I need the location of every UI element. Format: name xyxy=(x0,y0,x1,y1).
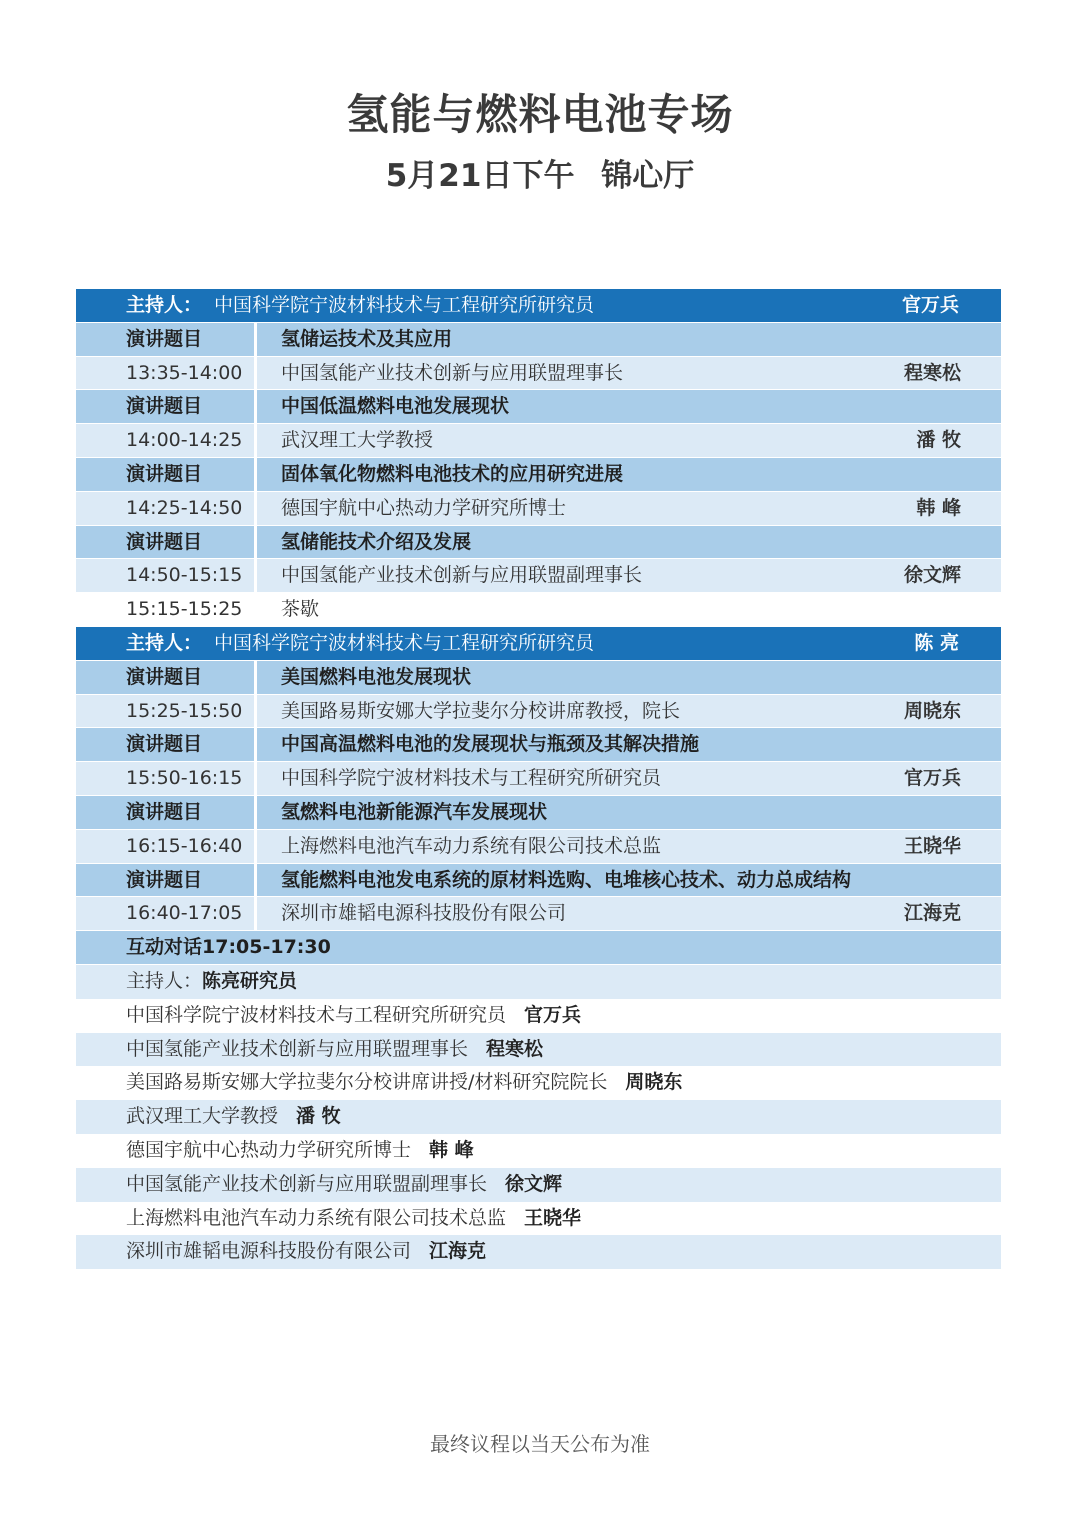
talk-row xyxy=(76,695,1001,729)
talk-time: 14:50-15:15 xyxy=(126,564,243,587)
speaker-affiliation: 中国科学院宁波材料技术与工程研究所研究员 xyxy=(281,767,662,790)
footer-note: 最终议程以当天公布为准 xyxy=(430,1432,650,1456)
talk-time: 14:25-14:50 xyxy=(126,496,243,519)
topic-label: 演讲题目 xyxy=(126,733,203,756)
speaker-name: 程寒松 xyxy=(903,361,961,384)
topic-title: 氢储能技术介绍及发展 xyxy=(281,530,472,553)
session2-host-row xyxy=(76,627,1001,661)
talk-row xyxy=(76,492,1001,526)
topic-row xyxy=(76,728,1001,762)
session1-host-row xyxy=(76,289,1001,323)
panel-member-row xyxy=(76,1134,1001,1168)
talk-time: 14:00-14:25 xyxy=(126,429,243,452)
panel-member-row xyxy=(76,1100,1001,1134)
host-label: 主持人： xyxy=(126,631,203,654)
member-name: 周晓东 xyxy=(625,1071,683,1094)
topic-row xyxy=(76,323,1001,357)
topic-label: 演讲题目 xyxy=(126,800,203,823)
topic-label: 演讲题目 xyxy=(126,395,203,418)
break-label: 茶歇 xyxy=(281,598,320,621)
break-row xyxy=(76,593,1001,627)
member-name: 程寒松 xyxy=(486,1037,544,1060)
session-date: 5月21日下午 xyxy=(385,158,575,194)
topic-title: 氢燃料电池新能源汽车发展现状 xyxy=(281,800,548,823)
member-affiliation: 中国科学院宁波材料技术与工程研究所研究员 xyxy=(126,1003,507,1026)
talk-row xyxy=(76,830,1001,864)
topic-title: 氢能燃料电池发电系统的原材料选购、电堆核心技术、动力总成结构 xyxy=(281,868,852,891)
topic-title: 固体氧化物燃料电池技术的应用研究进展 xyxy=(281,462,624,485)
topic-row xyxy=(76,390,1001,424)
topic-row xyxy=(76,526,1001,560)
speaker-affiliation: 武汉理工大学教授 xyxy=(281,429,434,452)
host-name: 官万兵 xyxy=(901,294,959,316)
member-name: 韩 峰 xyxy=(429,1138,474,1161)
panel-member-row xyxy=(76,1033,1001,1067)
break-time: 15:15-15:25 xyxy=(126,598,243,621)
panel-title-row xyxy=(76,931,1001,965)
member-name: 官万兵 xyxy=(524,1003,582,1026)
topic-row xyxy=(76,458,1001,492)
talk-row xyxy=(76,357,1001,391)
speaker-affiliation: 深圳市雄韬电源科技股份有限公司 xyxy=(281,902,567,925)
topic-label: 演讲题目 xyxy=(126,868,203,891)
talk-row xyxy=(76,559,1001,593)
member-affiliation: 武汉理工大学教授 xyxy=(126,1105,279,1128)
member-affiliation: 德国宇航中心热动力学研究所博士 xyxy=(126,1138,412,1161)
speaker-name: 潘 牧 xyxy=(916,429,961,452)
panel-moderator-row xyxy=(76,965,1001,999)
speaker-name: 官万兵 xyxy=(903,767,961,790)
talk-time: 16:15-16:40 xyxy=(126,834,243,857)
topic-title: 中国高温燃料电池的发展现状与瓶颈及其解决措施 xyxy=(281,733,700,756)
member-name: 徐文辉 xyxy=(505,1172,563,1195)
member-name: 潘 牧 xyxy=(296,1105,341,1128)
page-subtitle xyxy=(0,150,1080,195)
moderator-label: 主持人： xyxy=(126,969,203,992)
speaker-name: 江海克 xyxy=(903,902,961,925)
member-name: 江海克 xyxy=(429,1240,487,1263)
talk-time: 15:50-16:15 xyxy=(126,767,243,790)
host-affiliation: 中国科学院宁波材料技术与工程研究所研究员 xyxy=(214,294,595,316)
speaker-name: 徐文辉 xyxy=(903,564,961,587)
topic-label: 演讲题目 xyxy=(126,327,203,350)
panel-member-row xyxy=(76,1235,1001,1269)
page-title: 氢能与燃料电池专场 xyxy=(346,90,734,139)
talk-row xyxy=(76,897,1001,931)
session-venue: 锦心厅 xyxy=(601,158,695,194)
panel-member-row xyxy=(76,1202,1001,1236)
topic-title: 氢储运技术及其应用 xyxy=(281,327,453,350)
panel-member-row xyxy=(76,1168,1001,1202)
member-affiliation: 中国氢能产业技术创新与应用联盟理事长 xyxy=(126,1037,469,1060)
panel-member-row xyxy=(76,1066,1001,1100)
member-affiliation: 中国氢能产业技术创新与应用联盟副理事长 xyxy=(126,1172,488,1195)
talk-time: 16:40-17:05 xyxy=(126,902,243,925)
speaker-affiliation: 中国氢能产业技术创新与应用联盟副理事长 xyxy=(281,564,643,587)
topic-row xyxy=(76,796,1001,830)
speaker-affiliation: 德国宇航中心热动力学研究所博士 xyxy=(281,496,567,519)
topic-row xyxy=(76,864,1001,898)
speaker-affiliation: 中国氢能产业技术创新与应用联盟理事长 xyxy=(281,361,624,384)
speaker-affiliation: 美国路易斯安娜大学拉斐尔分校讲席教授，院长 xyxy=(281,699,681,722)
member-name: 王晓华 xyxy=(524,1206,582,1229)
talk-row xyxy=(76,762,1001,796)
speaker-affiliation: 上海燃料电池汽车动力系统有限公司技术总监 xyxy=(281,834,662,857)
member-affiliation: 美国路易斯安娜大学拉斐尔分校讲席讲授/材料研究院院长 xyxy=(126,1071,608,1094)
topic-row xyxy=(76,661,1001,695)
talk-row xyxy=(76,424,1001,458)
host-affiliation: 中国科学院宁波材料技术与工程研究所研究员 xyxy=(214,631,595,654)
host-name: 陈 亮 xyxy=(914,631,959,654)
topic-title: 中国低温燃料电池发展现状 xyxy=(281,395,510,418)
member-affiliation: 深圳市雄韬电源科技股份有限公司 xyxy=(126,1240,412,1263)
speaker-name: 韩 峰 xyxy=(916,496,961,519)
speaker-name: 周晓东 xyxy=(903,699,961,722)
talk-time: 15:25-15:50 xyxy=(126,699,243,722)
agenda-table xyxy=(76,289,1001,1269)
moderator-name: 陈亮研究员 xyxy=(202,969,298,992)
host-label: 主持人： xyxy=(126,294,203,316)
topic-label: 演讲题目 xyxy=(126,665,203,688)
topic-title: 美国燃料电池发展现状 xyxy=(281,665,472,688)
topic-label: 演讲题目 xyxy=(126,462,203,485)
speaker-name: 王晓华 xyxy=(903,834,961,857)
panel-member-row xyxy=(76,999,1001,1033)
panel-title: 互动对话17:05-17:30 xyxy=(126,936,331,959)
talk-time: 13:35-14:00 xyxy=(126,361,243,384)
member-affiliation: 上海燃料电池汽车动力系统有限公司技术总监 xyxy=(126,1206,507,1229)
topic-label: 演讲题目 xyxy=(126,530,203,553)
